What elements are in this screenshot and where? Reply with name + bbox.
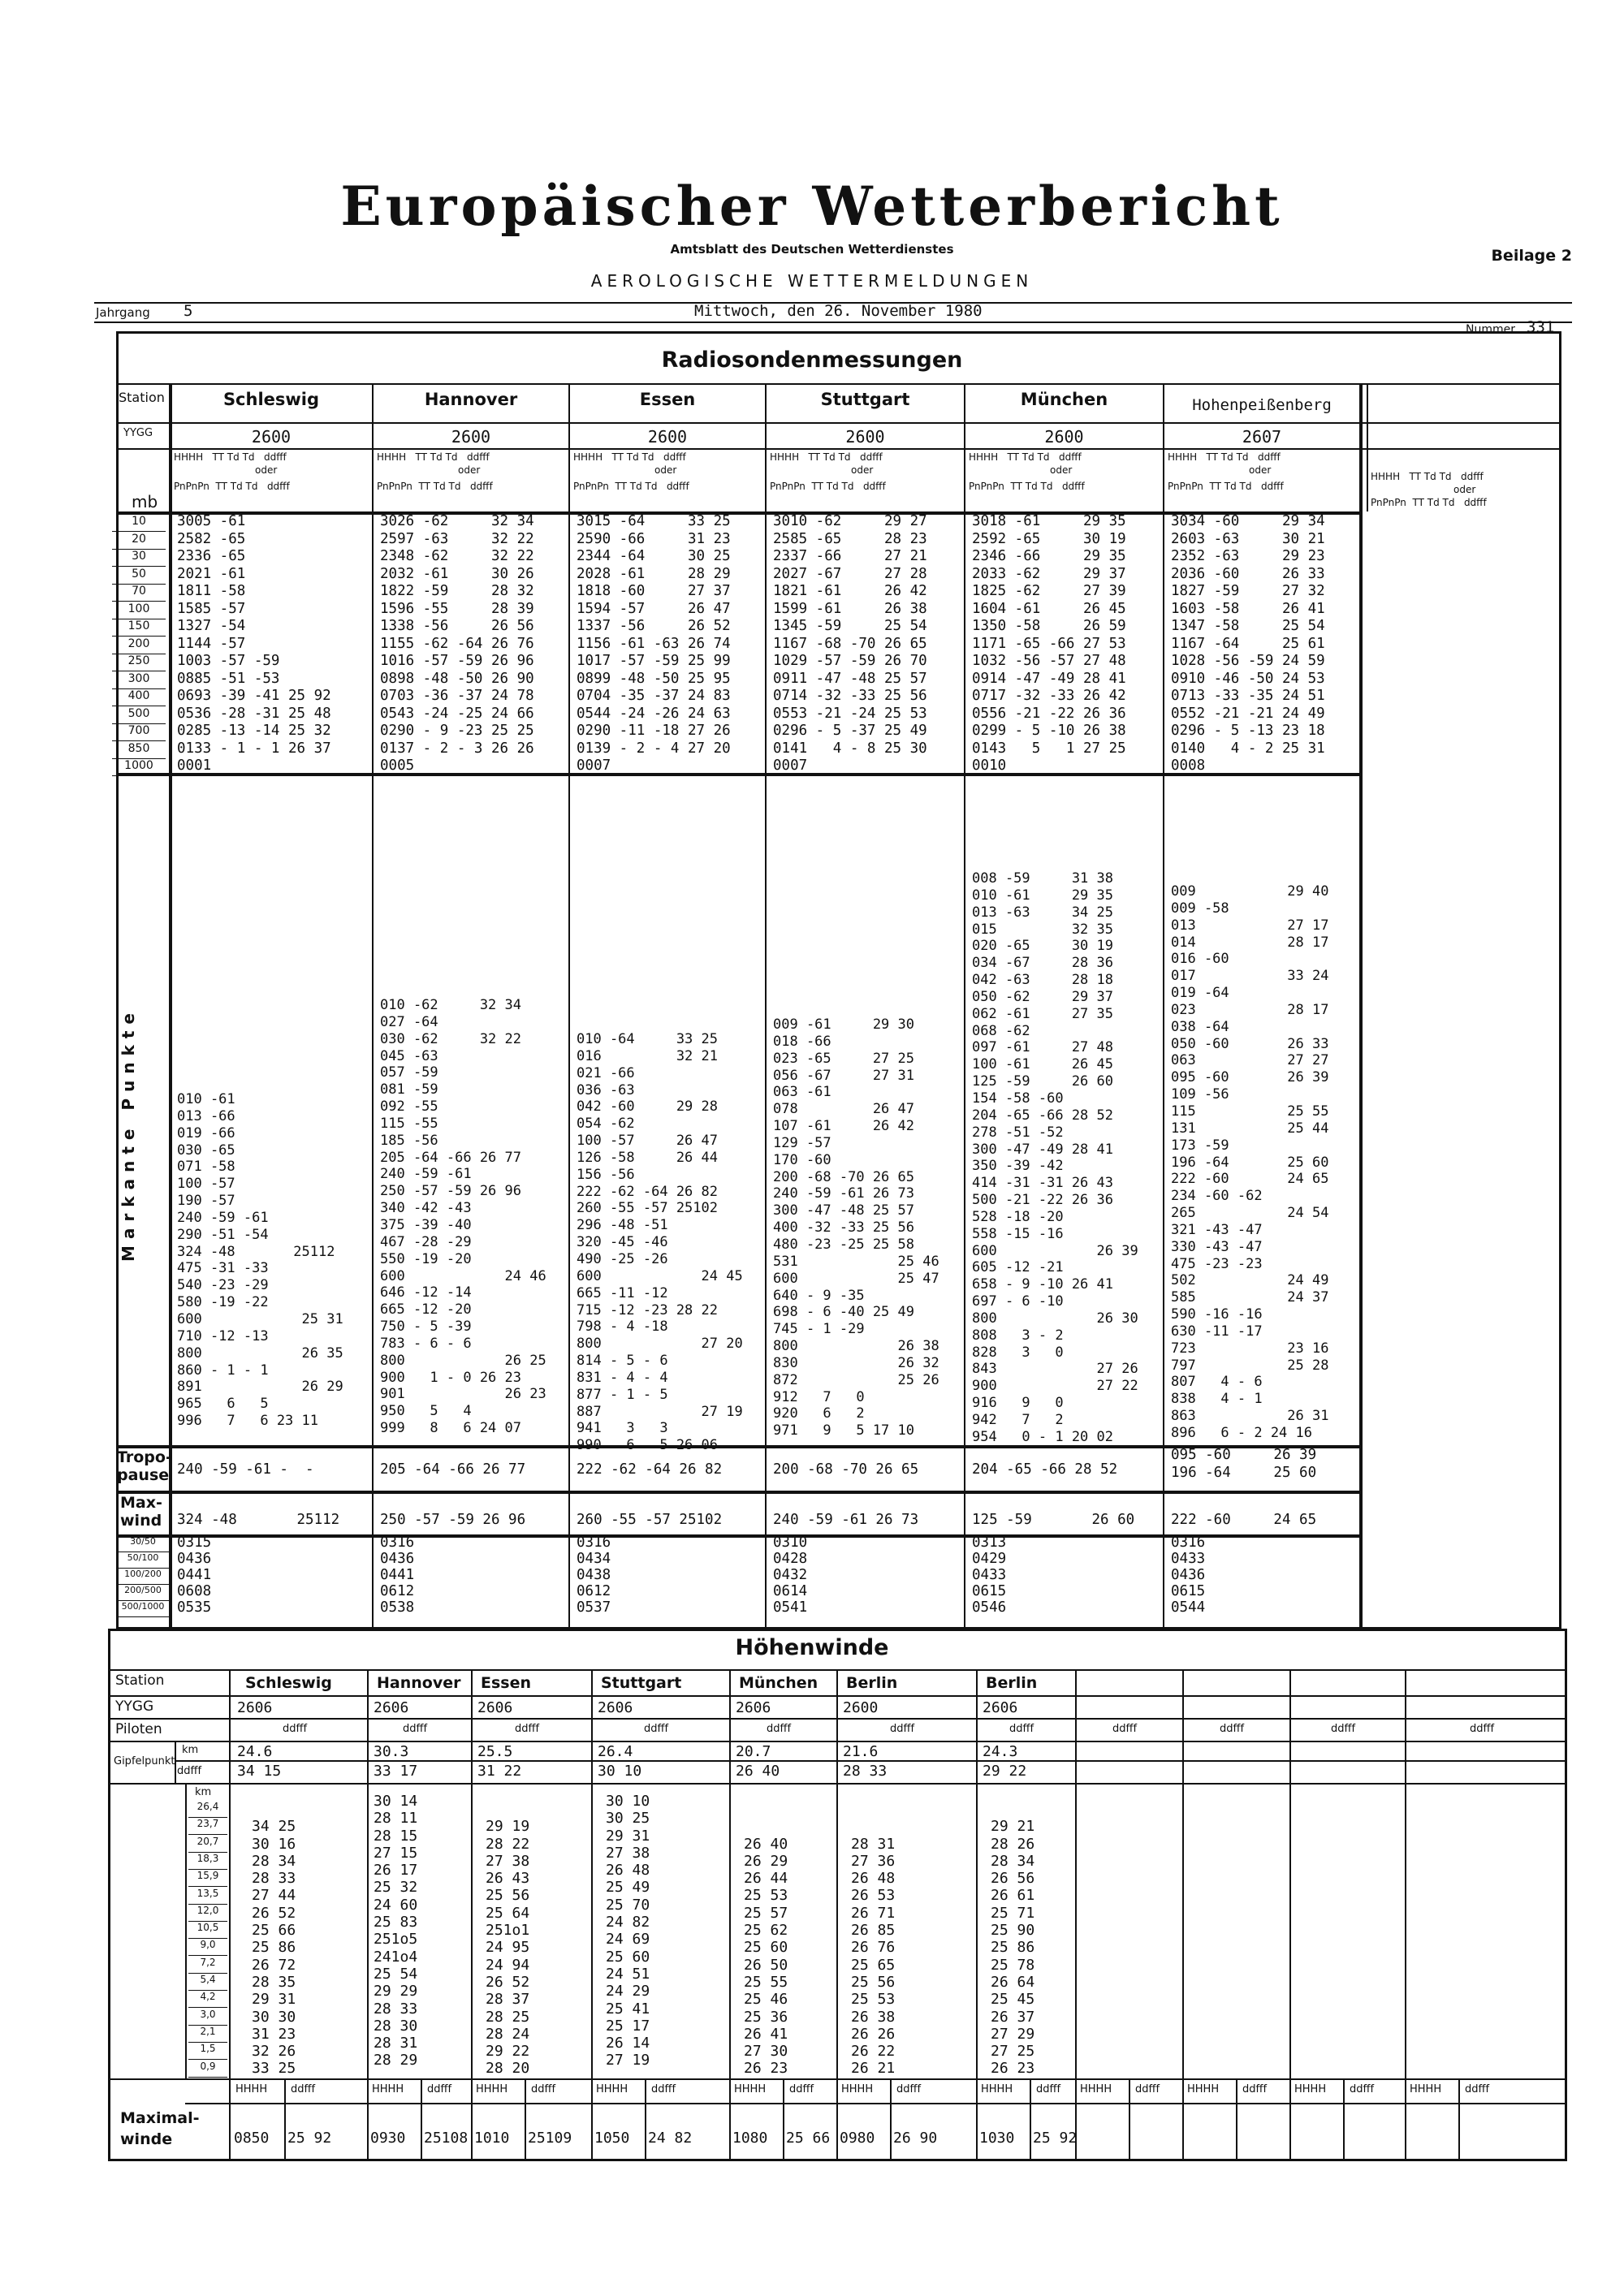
- maxwind-ddfff: 24 82: [648, 2130, 693, 2147]
- wind-values: 28 31 27 36 26 48 26 53 26 71 26 85 26 76 25 65 25 56 25 53 26 38 26 26 26 22 26 21: [851, 1835, 896, 2078]
- piloten-ddfff-header: ddfff: [403, 1723, 428, 1735]
- station-yygg: 2600: [647, 427, 688, 447]
- significant-points: 010 -61 013 -66 019 -66 030 -65 071 -58 100 -57 190 -57 240 -59 -61 290 -51 -54 324 -48 25112 475 -31 -33 540 -23 -29 580 -19 -22 600 25 31 710 -12 -13 800 26 35 860 - 1 - 1 891 26 29 965 6 5 996 7 6 23 11: [177, 1091, 343, 1430]
- winds-station-label: Station: [115, 1672, 165, 1689]
- km-level: 7,2: [188, 1957, 227, 1974]
- rule: [116, 1491, 1363, 1494]
- wind-station-name: München: [739, 1674, 818, 1692]
- layer-thickness-values: 0310 0428 0432 0614 0541: [773, 1534, 808, 1616]
- yygg-label: YYGG: [123, 427, 153, 439]
- rule: [765, 383, 767, 1629]
- column-header-bottom: PnPnPn TT Td Td ddfff: [969, 481, 1085, 492]
- maxwind-ddfff-header: ddfff: [1465, 2083, 1490, 2095]
- station-yygg: 2600: [251, 427, 292, 447]
- rule: [169, 383, 172, 1629]
- rule: [964, 383, 965, 1629]
- rule: [471, 1669, 473, 2161]
- significant-points: 008 -59 31 38 010 -61 29 35 013 -63 34 25 015 32 35 020 -65 30 19 034 -67 28 36 042 -63 28 18 050 -62 29 37 062 -61 27 35 068 -62 097 -61 27 48 100 -61 26 45 125 -59 26 60 154 -58 -60 204 -65 -66 28 52 278 -51 -52 300 -47 -49 28 41 350 -39 -42 414 -31 -31 26 43 500 -21 -22 26 36 528 -18 -20 558 -15 -16 600 26 39 605 -12 -21 658 - 9 -10 26 41 697 - 6 -10 800 26 30 808 3 - 2 828 3 0 843 27 26 900 27 22 916 9 0 942 7 2 954 0 - 1 20 02: [972, 870, 1138, 1445]
- tropopause-label-1: Tropo-: [117, 1448, 172, 1466]
- significant-points: 009 29 40 009 -58 013 27 17 014 28 17 016 -60 017 33 24 019 -64 023 28 17 038 -64 050 -60 26 33 063 27 27 095 -60 26 39 109 -56 115 25 55 131 25 44 173 -59 196 -64 25 60 222 -60 24 65 234 -60 -62 265 24 54 321 -43 -47 330 -43 -47 475 -23 -23 502 24 49 585 24 37 590 -16 -16 630 -11 -17 723 23 16 797 25 28 807 4 - 6 838 4 - 1 863 26 31 896 6 - 2 24 16: [1171, 883, 1329, 1441]
- maxwind-hhhh-header: HHHH: [734, 2083, 767, 2095]
- wind-station-yygg: 2606: [983, 1699, 1018, 1716]
- summit-km: 25.5: [477, 1743, 513, 1760]
- beilage-label: Beilage 2: [1491, 247, 1572, 265]
- max-wind-values: 125 -59 26 60: [972, 1512, 1135, 1528]
- piloten-label: Piloten: [115, 1721, 162, 1737]
- maxwind-height: 1080: [732, 2130, 768, 2147]
- piloten-ddfff-header: ddfff: [1220, 1723, 1245, 1735]
- wind-station-name: Berlin: [986, 1674, 1038, 1692]
- column-header-bottom: PnPnPn TT Td Td ddfff: [573, 481, 689, 492]
- mb-label: mb: [132, 492, 158, 511]
- rule: [1343, 2078, 1345, 2161]
- header-rule-2: [94, 322, 1572, 323]
- summit-ddfff: 29 22: [983, 1763, 1027, 1780]
- column-header-top: HHHH TT Td Td ddfff: [573, 451, 686, 463]
- summit-ddfff: 28 33: [843, 1763, 888, 1780]
- rule: [367, 1669, 369, 2161]
- tropopause-values: 222 -62 -64 26 82: [577, 1461, 723, 1478]
- column-header-top: HHHH TT Td Td ddfff: [174, 451, 287, 463]
- jahrgang-label: Jahrgang: [96, 305, 150, 320]
- km-level: 20,7: [188, 1836, 227, 1853]
- station-yygg: 2600: [845, 427, 885, 447]
- km-level: 5,4: [188, 1974, 227, 1991]
- pressure-level: 400: [112, 689, 166, 706]
- km-level: 23,7: [188, 1818, 227, 1835]
- station-name: Essen: [639, 390, 696, 409]
- rule: [116, 383, 1561, 385]
- piloten-ddfff-header: ddfff: [1112, 1723, 1138, 1735]
- maximalwinde-label-1: Maximal-: [120, 2109, 200, 2127]
- rule: [1236, 2078, 1237, 2161]
- layer-thickness-values: 0315 0436 0441 0608 0535: [177, 1534, 212, 1616]
- significant-points: 010 -64 33 25 016 32 21 021 -66 036 -63 042 -60 29 28 054 -62 100 -57 26 47 126 -58 26 44 156 -56 222 -62 -64 26 82 260 -55 -57 25102 296 -48 -51 320 -45 -46 490 -25 -26 600 24 45 665 -11 -12 715 -12 -23 28 22 798 - 4 -18 800 27 20 814 - 5 - 6 831 - 4 - 4 877 - 1 - 5 887 27 19 941 3 3 990 6 5 26 06: [577, 1031, 743, 1454]
- maxwind-hhhh-header: HHHH: [1294, 2083, 1327, 2095]
- station-yygg: 2600: [451, 427, 491, 447]
- summit-ddfff: 26 40: [736, 1763, 780, 1780]
- summit-km: 20.7: [736, 1743, 771, 1760]
- radiosonde-title: Radiosondenmessungen: [661, 347, 963, 373]
- pressure-level: 850: [112, 742, 166, 759]
- rule: [1182, 1669, 1184, 2161]
- km-level: 4,2: [188, 1991, 227, 2008]
- column-header-mid: oder: [654, 464, 677, 476]
- wind-values: 34 25 30 16 28 34 28 33 27 44 26 52 25 66 25 86 26 72 28 35 29 31 30 30 31 23 32 26 33 25: [252, 1818, 296, 2078]
- rule: [185, 2103, 1567, 2104]
- maxwind-hhhh-header: HHHH: [981, 2083, 1013, 2095]
- wind-station-name: Hannover: [377, 1674, 461, 1692]
- subtitle: Amtsblatt des Deutschen Wetterdienstes: [670, 242, 954, 257]
- maxwind-ddfff-header: ddfff: [896, 2083, 922, 2095]
- station-name: Hohenpeißenberg: [1192, 396, 1332, 414]
- layer-thickness-values: 0316 0436 0441 0612 0538: [380, 1534, 415, 1616]
- km-level: 1,5: [188, 2043, 227, 2060]
- wind-station-name: Schleswig: [245, 1674, 332, 1692]
- column-header-top: HHHH TT Td Td ddfff: [1168, 451, 1281, 463]
- layer-label: 200/500: [117, 1585, 169, 1601]
- maxwind-hhhh-header: HHHH: [841, 2083, 874, 2095]
- maxwind-ddfff-header: ddfff: [427, 2083, 452, 2095]
- page-title: Europäischer Wetterbericht: [340, 175, 1284, 238]
- rule: [421, 2078, 422, 2161]
- layer-label: 100/200: [117, 1569, 169, 1585]
- standard-levels: 3010 -62 29 27 2585 -65 28 23 2337 -66 27 21 2027 -67 27 28 1821 -61 26 42 1599 -61 26 38 1345 -59 25 54 1167 -68 -70 26 65 1029 -57 -59 26 70 0911 -47 -48 25 57 0714 -32 -33 25 56 0553 -21 -24 25 53 0296 - 5 -37 25 49 0141 4 - 8 25 30 0007: [773, 513, 927, 774]
- wind-values: 30 10 30 25 29 31 27 38 26 48 25 49 25 70 24 82 24 69 25 60 24 51 24 29 25 41 25 17 26 14 27 19: [606, 1793, 650, 2069]
- summit-km: 24.6: [237, 1743, 273, 1760]
- piloten-ddfff-header: ddfff: [1470, 1723, 1495, 1735]
- tropopause-values: 204 -65 -66 28 52: [972, 1461, 1118, 1478]
- maxwind-height: 1050: [594, 2130, 630, 2147]
- rule: [783, 2078, 784, 2161]
- rule: [1405, 1669, 1406, 2161]
- rule: [890, 2078, 892, 2161]
- piloten-ddfff-header: ddfff: [767, 1723, 792, 1735]
- rule: [116, 448, 1561, 450]
- km-level-header: km: [195, 1786, 212, 1798]
- summit-ddfff: 31 22: [477, 1763, 522, 1780]
- maxwind-label-1: Max-: [120, 1494, 162, 1512]
- maxwind-ddfff-header: ddfff: [1242, 2083, 1268, 2095]
- column-header-mid: oder: [851, 464, 874, 476]
- maxwind-height: 0930: [370, 2130, 406, 2147]
- column-header-mid: oder: [1453, 484, 1476, 495]
- maximalwinde-label-2: winde: [120, 2130, 173, 2148]
- pressure-level: 10: [112, 515, 166, 532]
- column-header-bottom: PnPnPn TT Td Td ddfff: [1371, 497, 1487, 508]
- station-yygg: 2607: [1242, 427, 1282, 447]
- wind-station-yygg: 2606: [598, 1699, 633, 1716]
- maxwind-ddfff-header: ddfff: [789, 2083, 814, 2095]
- significant-points: 010 -62 32 34 027 -64 030 -62 32 22 045 -63 057 -59 081 -59 092 -55 115 -55 185 -56 205 -64 -66 26 77 240 -59 -61 250 -57 -59 26 96 340 -42 -43 375 -39 -40 467 -28 -29 550 -19 -20 600 24 46 646 -12 -14 665 -12 -20 750 - 5 -39 783 - 6 - 6 800 26 25 900 1 - 0 26 23 901 26 23 950 5 4 999 8 6 24 07: [380, 997, 546, 1437]
- station-yygg: 2600: [1044, 427, 1084, 447]
- wind-station-name: Stuttgart: [601, 1674, 682, 1692]
- summit-km: 24.3: [983, 1743, 1018, 1760]
- column-header-top: HHHH TT Td Td ddfff: [969, 451, 1082, 463]
- wind-station-yygg: 2606: [374, 1699, 409, 1716]
- maxwind-height: 0850: [234, 2130, 270, 2147]
- rule: [1129, 2078, 1130, 2161]
- wind-values: 29 19 28 22 27 38 26 43 25 56 25 64 251o1 24 95 24 94 26 52 28 37 28 25 28 24 29 22 28 20: [486, 1818, 530, 2078]
- max-wind-values: 240 -59 -61 26 73: [773, 1512, 919, 1528]
- rule: [1163, 383, 1164, 1629]
- piloten-ddfff-header: ddfff: [283, 1723, 308, 1735]
- wind-station-yygg: 2600: [843, 1699, 879, 1716]
- rule: [645, 2078, 646, 2161]
- summit-ddfff: 34 15: [237, 1763, 282, 1780]
- summit-km: 26.4: [598, 1743, 633, 1760]
- standard-levels: 3015 -64 33 25 2590 -66 31 23 2344 -64 30 25 2028 -61 28 29 1818 -60 27 37 1594 -57 26 47 1337 -56 26 52 1156 -61 -63 26 74 1017 -57 -59 25 99 0899 -48 -50 25 95 0704 -35 -37 24 83 0544 -24 -26 24 63 0290 -11 -18 27 26 0139 - 2 - 4 27 20 0007: [577, 513, 731, 774]
- km-level: 2,1: [188, 2026, 227, 2043]
- nummer-label: Nummer: [1466, 323, 1515, 336]
- maxwind-ddfff-header: ddfff: [1135, 2083, 1160, 2095]
- maxwind-ddfff: 25108: [424, 2130, 469, 2147]
- column-header-top: HHHH TT Td Td ddfff: [1371, 471, 1484, 482]
- standard-levels: 3018 -61 29 35 2592 -65 30 19 2346 -66 29 35 2033 -62 29 37 1825 -62 27 39 1604 -61 26 45 1350 -58 26 59 1171 -65 -66 27 53 1032 -56 -57 27 48 0914 -47 -49 28 41 0717 -32 -33 26 42 0556 -21 -22 26 36 0299 - 5 -10 26 38 0143 5 1 27 25 0010: [972, 513, 1126, 774]
- piloten-ddfff-header: ddfff: [890, 1723, 915, 1735]
- pressure-level: 20: [112, 533, 166, 550]
- wind-station-name: Essen: [481, 1674, 532, 1692]
- maxwind-hhhh-header: HHHH: [1410, 2083, 1442, 2095]
- maxwind-hhhh-header: HHHH: [476, 2083, 508, 2095]
- pressure-level: 100: [112, 602, 166, 619]
- maxwind-ddfff: 25 66: [786, 2130, 831, 2147]
- maxwind-hhhh-header: HHHH: [1080, 2083, 1112, 2095]
- column-header-mid: oder: [1050, 464, 1073, 476]
- rule: [1359, 383, 1363, 1629]
- column-header-mid: oder: [458, 464, 481, 476]
- tropopause-label-2: pause: [117, 1466, 170, 1484]
- pressure-level: 50: [112, 568, 166, 585]
- standard-levels: 3026 -62 32 34 2597 -63 32 22 2348 -62 32 22 2032 -61 30 26 1822 -59 28 32 1596 -55 28 39 1338 -56 26 56 1155 -62 -64 26 76 1016 -57 -59 26 96 0898 -48 -50 26 90 0703 -36 -37 24 78 0543 -24 -25 24 66 0290 - 9 -23 25 25 0137 - 2 - 3 26 26 0005: [380, 513, 534, 774]
- maxwind-height: 1030: [979, 2130, 1015, 2147]
- maxwind-ddfff-header: ddfff: [531, 2083, 556, 2095]
- rule: [185, 1783, 187, 2078]
- station-name: Schleswig: [222, 390, 320, 409]
- max-wind-values: 250 -57 -59 26 96: [380, 1512, 526, 1528]
- section-title: AEROLOGISCHE WETTERMELDUNGEN: [590, 271, 1034, 291]
- maxwind-ddfff: 25 92: [287, 2130, 332, 2147]
- jahrgang-value: 5: [184, 302, 193, 320]
- maxwind-ddfff: 25109: [528, 2130, 572, 2147]
- markante-punkte-label: Markante Punkte: [119, 1007, 138, 1262]
- max-wind-values: 324 -48 25112: [177, 1512, 340, 1528]
- rule: [1075, 1669, 1077, 2161]
- pressure-level: 300: [112, 672, 166, 689]
- maxwind-hhhh-header: HHHH: [596, 2083, 628, 2095]
- km-level: 26,4: [188, 1801, 227, 1818]
- maximalwinde-label: [120, 2108, 200, 2150]
- column-header-top: HHHH TT Td Td ddfff: [377, 451, 490, 463]
- tropopause-values: 205 -64 -66 26 77: [380, 1461, 526, 1478]
- issue-date: Mittwoch, den 26. November 1980: [694, 302, 983, 320]
- layer-label: 50/100: [117, 1552, 169, 1569]
- layer-label: 30/50: [117, 1536, 169, 1552]
- km-level: 12,0: [188, 1905, 227, 1922]
- pressure-level: 1000: [112, 759, 166, 776]
- tropopause-values: 200 -68 -70 26 65: [773, 1461, 919, 1478]
- gipfel-km-label: km: [182, 1744, 199, 1756]
- rule: [116, 422, 1561, 424]
- maxwind-ddfff-header: ddfff: [1036, 2083, 1061, 2095]
- maxwind-ddfff-header: ddfff: [1350, 2083, 1375, 2095]
- maxwind-height: 1010: [474, 2130, 510, 2147]
- standard-levels: 3034 -60 29 34 2603 -63 30 21 2352 -63 29 23 2036 -60 26 33 1827 -59 27 32 1603 -58 26 41 1347 -58 25 54 1167 -64 25 61 1028 -56 -59 24 59 0910 -46 -50 24 53 0713 -33 -35 24 51 0552 -21 -21 24 49 0296 - 5 -13 23 18 0140 4 - 2 25 31 0008: [1171, 513, 1325, 774]
- pressure-level: 250: [112, 654, 166, 671]
- piloten-ddfff-header: ddfff: [644, 1723, 669, 1735]
- station-label: Station: [119, 390, 165, 405]
- max-wind-values: 260 -55 -57 25102: [577, 1512, 723, 1528]
- maxwind-hhhh-header: HHHH: [372, 2083, 404, 2095]
- maxwind-label-2: wind: [120, 1512, 162, 1530]
- summit-km: 30.3: [374, 1743, 409, 1760]
- rule: [568, 383, 570, 1629]
- wind-values: 29 21 28 26 28 34 26 56 26 61 25 71 25 90 25 86 25 78 26 64 25 45 26 37 27 29 27 25 26 23: [991, 1818, 1035, 2078]
- rule: [1367, 383, 1368, 511]
- station-name: Stuttgart: [820, 390, 910, 409]
- gipfel-ddfff-label: ddfff: [177, 1765, 202, 1777]
- rule: [1458, 2078, 1460, 2161]
- rule: [729, 1669, 731, 2161]
- rule: [836, 1669, 838, 2161]
- rule: [976, 1669, 978, 2161]
- column-header-mid: oder: [255, 464, 278, 476]
- rule: [525, 2078, 526, 2161]
- nummer-value: 331: [1527, 318, 1555, 336]
- tropopause-values: 095 -60 26 39 196 -64 25 60: [1171, 1447, 1317, 1481]
- piloten-ddfff-header: ddfff: [1009, 1723, 1034, 1735]
- maxwind-ddfff-header: ddfff: [291, 2083, 316, 2095]
- layer-label: 500/1000: [117, 1601, 169, 1617]
- km-level: 13,5: [188, 1888, 227, 1905]
- km-level: 3,0: [188, 2009, 227, 2026]
- wind-values: 30 14 28 11 28 15 27 15 26 17 25 32 24 60 25 83 251o5 241o4 25 54 29 29 28 33 28 30 28 31 28 29: [374, 1793, 418, 2069]
- rule: [1289, 1669, 1291, 2161]
- km-level: 0,9: [188, 2061, 227, 2078]
- wind-station-name: Berlin: [846, 1674, 898, 1692]
- max-wind-values: 222 -60 24 65: [1171, 1512, 1317, 1528]
- maxwind-ddfff-header: ddfff: [651, 2083, 676, 2095]
- rule: [372, 383, 374, 1629]
- column-header-bottom: PnPnPn TT Td Td ddfff: [1168, 481, 1284, 492]
- maxwind-ddfff: 26 90: [893, 2130, 938, 2147]
- pressure-level: 700: [112, 724, 166, 741]
- layer-thickness-values: 0313 0429 0433 0615 0546: [972, 1534, 1007, 1616]
- column-header-bottom: PnPnPn TT Td Td ddfff: [174, 481, 290, 492]
- piloten-ddfff-header: ddfff: [1331, 1723, 1356, 1735]
- winds-yygg-label: YYGG: [115, 1698, 154, 1715]
- tropopause-values: 240 -59 -61 - -: [177, 1461, 314, 1478]
- pressure-level: 30: [112, 550, 166, 567]
- km-level: 9,0: [188, 1939, 227, 1956]
- wind-station-yygg: 2606: [477, 1699, 513, 1716]
- pressure-level: 150: [112, 619, 166, 637]
- maxwind-hhhh-header: HHHH: [235, 2083, 268, 2095]
- maxwind-height: 0980: [840, 2130, 875, 2147]
- piloten-ddfff-header: ddfff: [515, 1723, 540, 1735]
- pressure-level: 200: [112, 637, 166, 654]
- layer-thickness-values: 0316 0434 0438 0612 0537: [577, 1534, 611, 1616]
- column-header-bottom: PnPnPn TT Td Td ddfff: [377, 481, 493, 492]
- rule: [1030, 2078, 1031, 2161]
- summit-km: 21.6: [843, 1743, 879, 1760]
- maxwind-hhhh-header: HHHH: [1187, 2083, 1220, 2095]
- summit-ddfff: 33 17: [374, 1763, 418, 1780]
- km-level: 10,5: [188, 1922, 227, 1939]
- summit-ddfff: 30 10: [598, 1763, 642, 1780]
- pressure-level: 500: [112, 707, 166, 724]
- wind-station-yygg: 2606: [237, 1699, 273, 1716]
- station-name: München: [1020, 390, 1108, 409]
- column-header-mid: oder: [1249, 464, 1272, 476]
- km-level: 18,3: [188, 1853, 227, 1870]
- rule: [229, 1669, 231, 2161]
- pressure-level: 70: [112, 585, 166, 602]
- winds-title: Höhenwinde: [735, 1635, 889, 1660]
- wind-values: 26 40 26 29 26 44 25 53 25 57 25 62 25 60 26 50 25 55 25 46 25 36 26 41 27 30 26 23: [744, 1835, 788, 2078]
- maxwind-ddfff: 25 92: [1033, 2130, 1078, 2147]
- maxwind-label: [120, 1494, 162, 1530]
- rule: [284, 2078, 286, 2161]
- gipfelpunkt-label: Gipfelpunkt: [114, 1755, 175, 1767]
- rule: [591, 1669, 593, 2161]
- station-name: Hannover: [424, 390, 518, 409]
- standard-levels: 3005 -61 2582 -65 2336 -65 2021 -61 1811 -58 1585 -57 1327 -54 1144 -57 1003 -57 -59 0885 -51 -53 0693 -39 -41 25 92 0536 -28 -31 25 48 0285 -13 -14 25 32 0133 - 1 - 1 26 37 0001: [177, 513, 331, 774]
- column-header-bottom: PnPnPn TT Td Td ddfff: [770, 481, 886, 492]
- significant-points: 009 -61 29 30 018 -66 023 -65 27 25 056 -67 27 31 063 -61 078 26 47 107 -61 26 42 129 -57 170 -60 200 -68 -70 26 65 240 -59 -61 26 73 300 -47 -48 25 57 400 -32 -33 25 56 480 -23 -25 25 58 531 25 46 600 25 47 640 - 9 -35 698 - 6 -40 25 49 745 - 1 -29 800 26 38 830 26 32 872 25 26 912 7 0 920 6 2 971 9 5 17 10: [773, 1016, 939, 1439]
- column-header-top: HHHH TT Td Td ddfff: [770, 451, 883, 463]
- layer-thickness-values: 0316 0433 0436 0615 0544: [1171, 1534, 1206, 1616]
- wind-station-yygg: 2606: [736, 1699, 771, 1716]
- km-level: 15,9: [188, 1870, 227, 1887]
- tropopause-label: [117, 1448, 172, 1484]
